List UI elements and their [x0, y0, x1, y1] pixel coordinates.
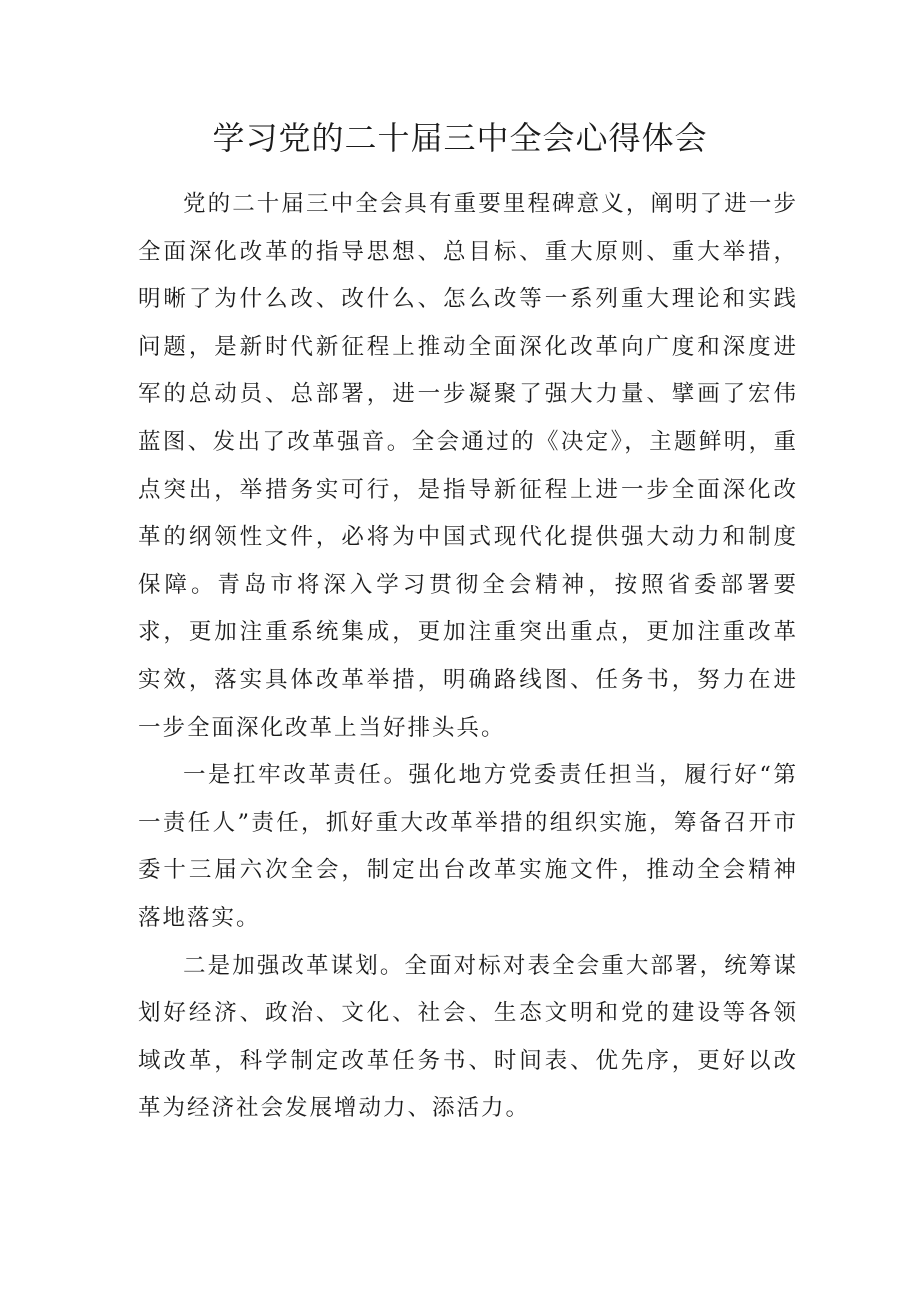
paragraph-intro: 党的二十届三中全会具有重要里程碑意义，阐明了进一步全面深化改革的指导思想、总目标、重大原则、重大举措，明晰了为什么改、改什么、怎么改等一系列重大理论和实践问题，是新时代新征程上推动全面深化改革向广度和深度进军的总动员、总部署，进一步凝聚了强大力量、擘画了宏伟蓝图、发出了改革强音。全会通过的《决定》，主题鲜明，重点突出，举措务实可行，是指导新征程上进一步全面深化改革的纲领性文件，必将为中国式现代化提供强大动力和制度保障。青岛市将深入学习贯彻全会精神，按照省委部署要求，更加注重系统集成，更加注重突出重点，更加注重改革实效，落实具体改革举措，明确路线图、任务书，努力在进一步全面深化改革上当好排头兵。 — [138, 191, 798, 741]
paragraph-point-two: 二是加强改革谋划。全面对标对表全会重大部署，统筹谋划好经济、政治、文化、社会、生态文明和党的建设等各领域改革，科学制定改革任务书、时间表、优先序，更好以改革为经济社会发展增动力、添活力。 — [138, 952, 798, 1122]
document-body — [138, 181, 798, 1133]
paragraph-point-one: 一是扛牢改革责任。强化地方党委责任担当，履行好“第一责任人”责任，抓好重大改革举措的组织实施，筹备召开市委十三届六次全会，制定出台改革实施文件，推动全会精神落地落实。 — [138, 762, 798, 931]
document-title: 学习党的二十届三中全会心得体会 — [212, 119, 708, 157]
